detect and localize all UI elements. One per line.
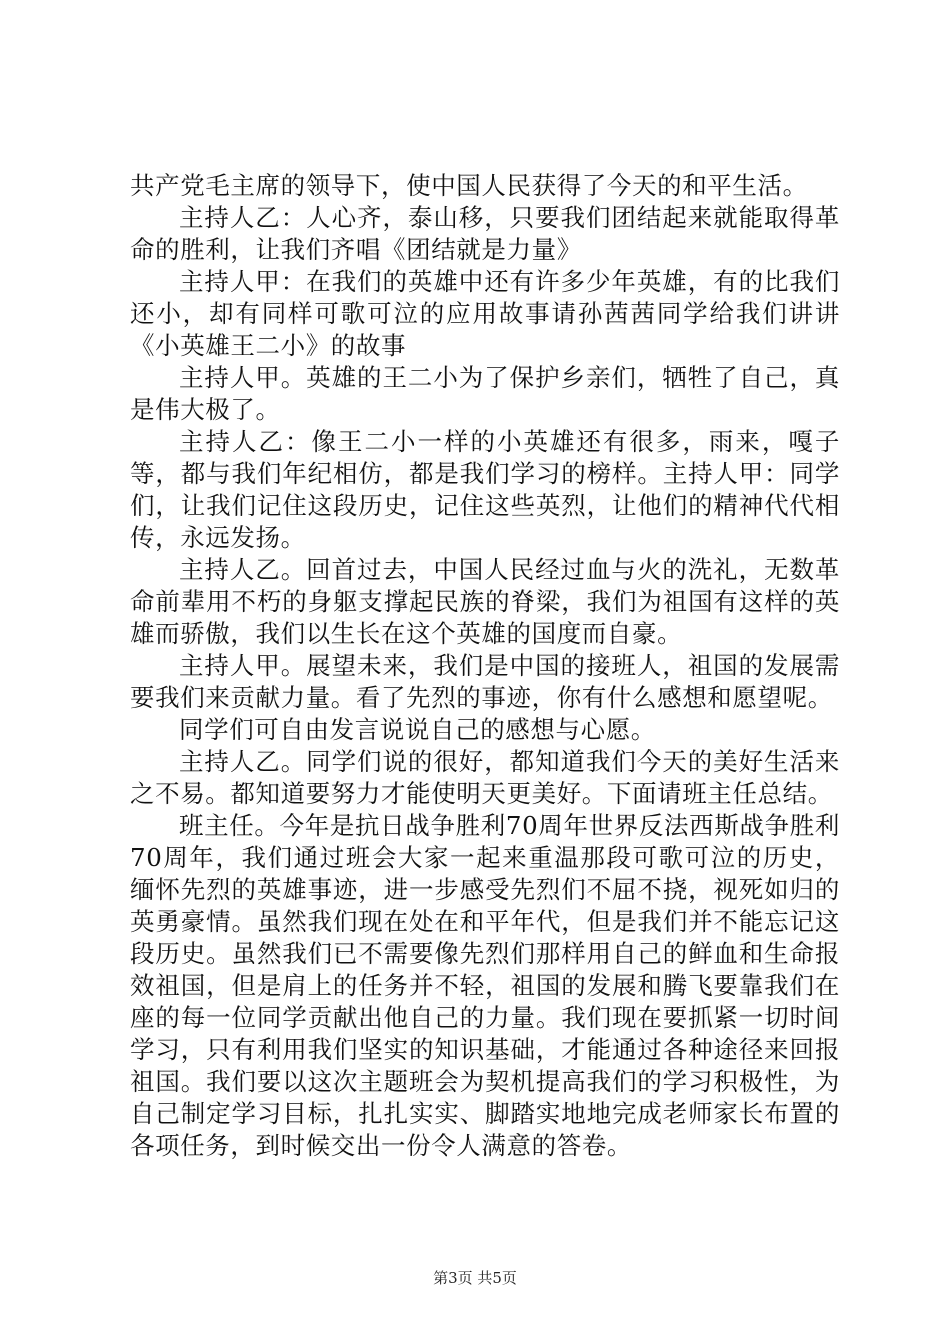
paragraph-7: 主持人甲。展望未来，我们是中国的接班人，祖国的发展需要我们来贡献力量。看了先烈的事迹，你有什么感想和愿望呢。 — [130, 651, 840, 712]
paragraph-1: 共产党毛主席的领导下，使中国人民获得了今天的和平生活。 — [130, 171, 808, 200]
paragraph-6: 主持人乙。回首过去，中国人民经过血与火的洗礼，无数革命前辈用不朽的身躯支撑起民族的脊梁，我们为祖国有这样的英雄而骄傲，我们以生长在这个英雄的国度而自豪。 — [130, 555, 840, 648]
paragraph-9: 主持人乙。同学们说的很好，都知道我们今天的美好生活来之不易。都知道要努力才能使明天更美好。下面请班主任总结。 — [130, 747, 840, 808]
paragraph-5: 主持人乙：像王二小一样的小英雄还有很多，雨来，嘎子等，都与我们年纪相仿，都是我们学习的榜样。主持人甲：同学们，让我们记住这段历史，记住这些英烈，让他们的精神代代相传，永远发扬。 — [130, 427, 840, 552]
paragraph-4: 主持人甲。英雄的王二小为了保护乡亲们，牺牲了自己，真是伟大极了。 — [130, 363, 840, 424]
page-number-footer: 第3页 共5页 — [433, 1269, 517, 1287]
paragraph-3: 主持人甲：在我们的英雄中还有许多少年英雄，有的比我们还小，却有同样可歌可泣的应用故事请孙茜茜同学给我们讲讲《小英雄王二小》的故事 — [130, 267, 840, 360]
paragraph-8: 同学们可自由发言说说自己的感想与心愿。 — [179, 715, 656, 744]
paragraph-2: 主持人乙：人心齐，泰山移，只要我们团结起来就能取得革命的胜利，让我们齐唱《团结就是力量》 — [130, 203, 840, 264]
paragraph-10: 班主任。今年是抗日战争胜利70周年世界反法西斯战争胜利70周年，我们通过班会大家一起来重温那段可歌可泣的历史，缅怀先烈的英雄事迹，进一步感受先烈们不屈不挠，视死如归的英勇豪情。虽然我们现在处在和平年代，但是我们并不能忘记这段历史。虽然我们已不需要像先烈们那样用自己的鲜血和生命报效祖国，但是肩上的任务并不轻，祖国的发展和腾飞要靠我们在座的每一位同学贡献出他自己的力量。我们现在要抓紧一切时间学习，只有利用我们坚实的知识基础，才能通过各种途径来回报祖国。我们要以这次主题班会为契机提高我们的学习积极性，为自己制定学习目标，扎扎实实、脚踏实地地完成老师家长布置的各项任务，到时候交出一份令人满意的答卷。 — [130, 811, 840, 1160]
document-body — [130, 170, 840, 1162]
